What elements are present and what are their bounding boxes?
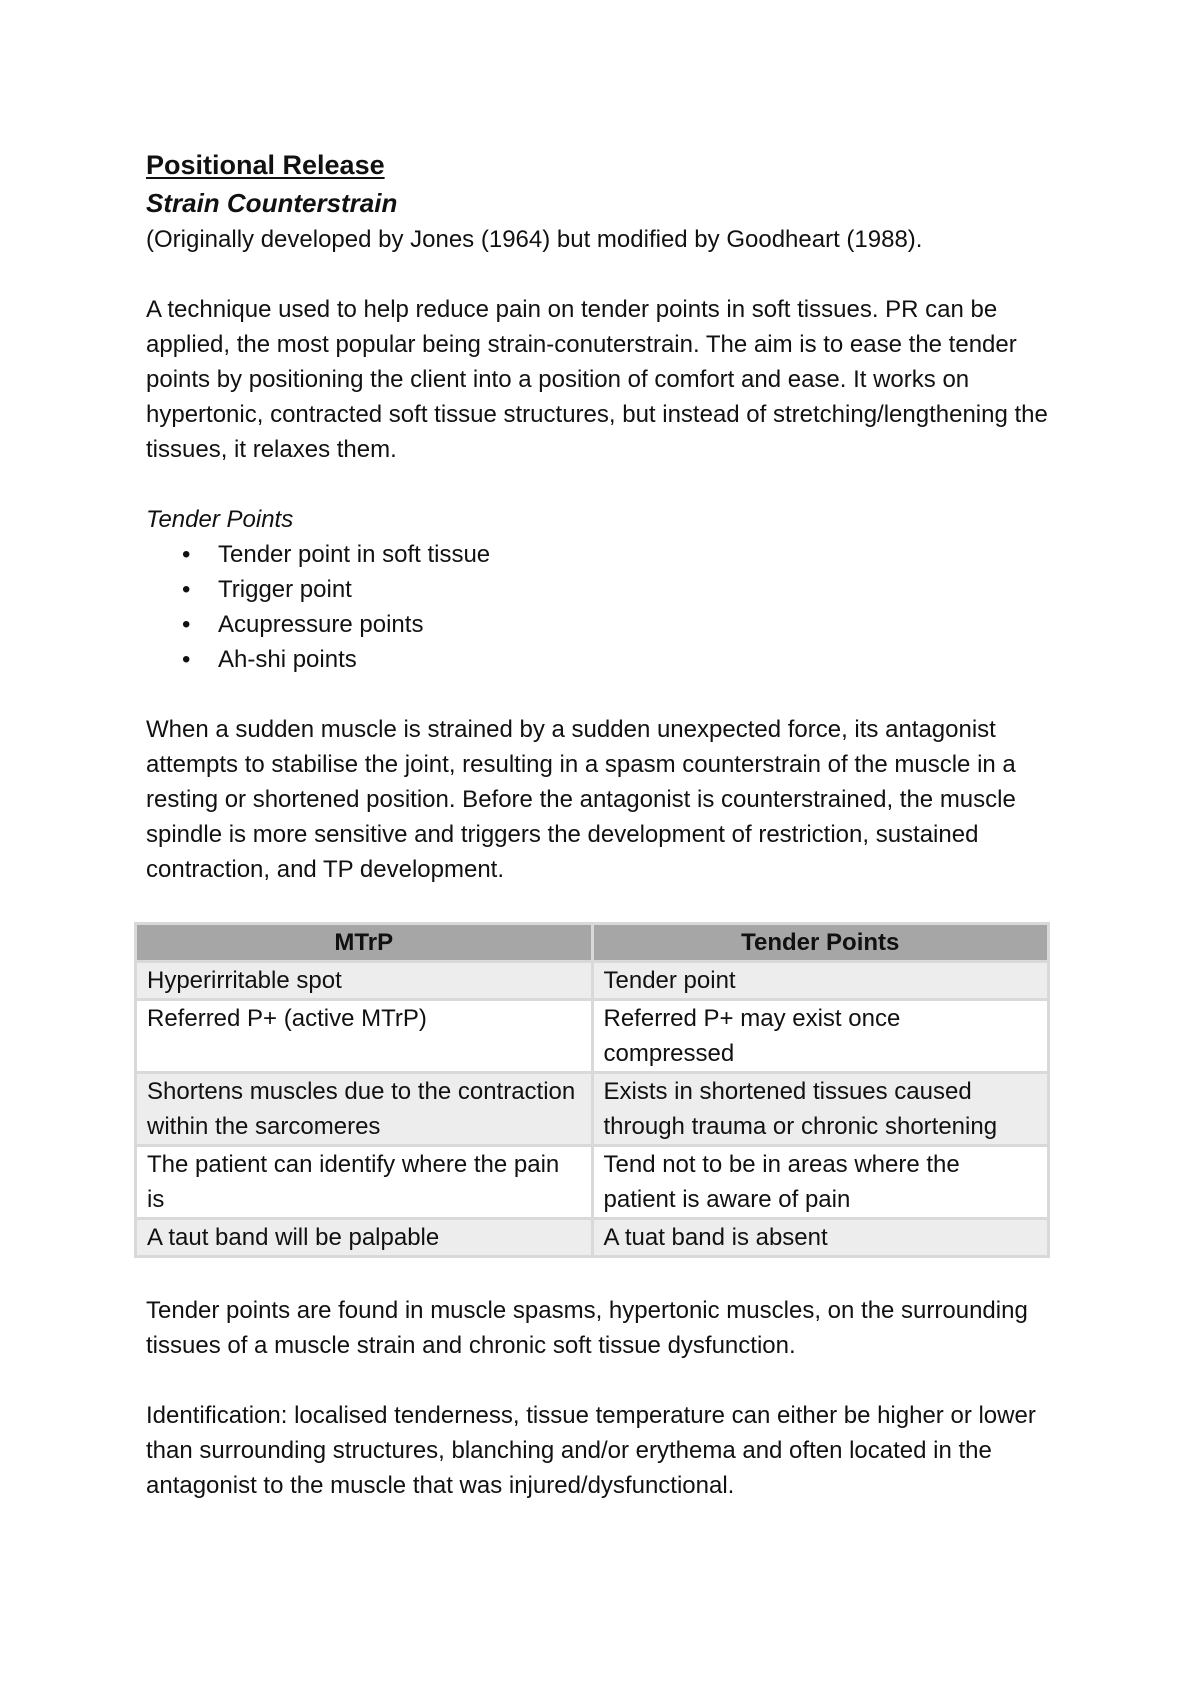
table-row bbox=[136, 1073, 1049, 1146]
list-item bbox=[146, 537, 1066, 572]
table-header-row bbox=[136, 924, 1049, 962]
list-item-text: Trigger point bbox=[218, 576, 352, 603]
strain-paragraph: When a sudden muscle is strained by a sudden unexpected force, its antagonist attempts to stabilise the joint, resulting in a spasm counterstrain of the muscle in a resting or shortened position. Before the antagonist is counterstrained, the muscle spindle is more sensitive and triggers the development of restriction, sustained contraction, and TP development. bbox=[146, 716, 1016, 883]
bullet-icon: • bbox=[182, 541, 191, 568]
table-header-mtrp: MTrP bbox=[136, 924, 593, 962]
document-page bbox=[146, 146, 1066, 1503]
bullet-icon: • bbox=[182, 611, 191, 638]
spacer bbox=[146, 257, 1066, 292]
list-item bbox=[146, 642, 1066, 677]
table-cell: Tender point bbox=[592, 962, 1049, 1000]
comparison-table bbox=[134, 922, 1050, 1258]
table-cell: Referred P+ may exist once compressed bbox=[592, 1000, 1049, 1073]
table-cell: A tuat band is absent bbox=[592, 1219, 1049, 1257]
table-cell: Referred P+ (active MTrP) bbox=[136, 1000, 593, 1073]
list-item-text: Acupressure points bbox=[218, 611, 424, 638]
list-item bbox=[146, 572, 1066, 607]
identification-paragraph: Identification: localised tenderness, tissue temperature can either be higher or lower than surrounding structures, blanching and/or erythema and often located in the antagonist to the muscle that was injured/dysfunctional. bbox=[146, 1402, 1036, 1499]
document-subtitle: Strain Counterstrain bbox=[146, 188, 398, 218]
bullet-icon: • bbox=[182, 576, 191, 603]
list-item-text: Ah-shi points bbox=[218, 646, 357, 673]
spacer bbox=[146, 1363, 1066, 1398]
intro-paragraph: A technique used to help reduce pain on tender points in soft tissues. PR can be applied, the most popular being strain-conuterstrain. The aim is to ease the tender points by positioning the client into a position of comfort and ease. It works on hypertonic, contracted soft tissue structures, but instead of stretching/lengthening the tissues, it relaxes them. bbox=[146, 296, 1048, 463]
spacer bbox=[146, 677, 1066, 712]
table-cell: The patient can identify where the pain is bbox=[136, 1146, 593, 1219]
found-paragraph: Tender points are found in muscle spasms, hypertonic muscles, on the surrounding tissues of a muscle strain and chronic soft tissue dysfunction. bbox=[146, 1297, 1028, 1359]
origin-note: (Originally developed by Jones (1964) but modified by Goodheart (1988). bbox=[146, 226, 923, 253]
spacer bbox=[146, 1258, 1066, 1293]
list-item bbox=[146, 607, 1066, 642]
table-cell: Shortens muscles due to the contraction within the sarcomeres bbox=[136, 1073, 593, 1146]
spacer bbox=[146, 467, 1066, 502]
tender-points-list bbox=[146, 537, 1066, 677]
table-cell: A taut band will be palpable bbox=[136, 1219, 593, 1257]
table-cell: Hyperirritable spot bbox=[136, 962, 593, 1000]
table-cell: Exists in shortened tissues caused through trauma or chronic shortening bbox=[592, 1073, 1049, 1146]
table-row bbox=[136, 1219, 1049, 1257]
table-row bbox=[136, 1000, 1049, 1073]
tender-points-heading: Tender Points bbox=[146, 506, 294, 533]
table-row bbox=[136, 962, 1049, 1000]
list-item-text: Tender point in soft tissue bbox=[218, 541, 491, 568]
document-title: Positional Release bbox=[146, 150, 385, 180]
bullet-icon: • bbox=[182, 646, 191, 673]
table-cell: Tend not to be in areas where the patient is aware of pain bbox=[592, 1146, 1049, 1219]
table-row bbox=[136, 1146, 1049, 1219]
table-header-tender-points: Tender Points bbox=[592, 924, 1049, 962]
